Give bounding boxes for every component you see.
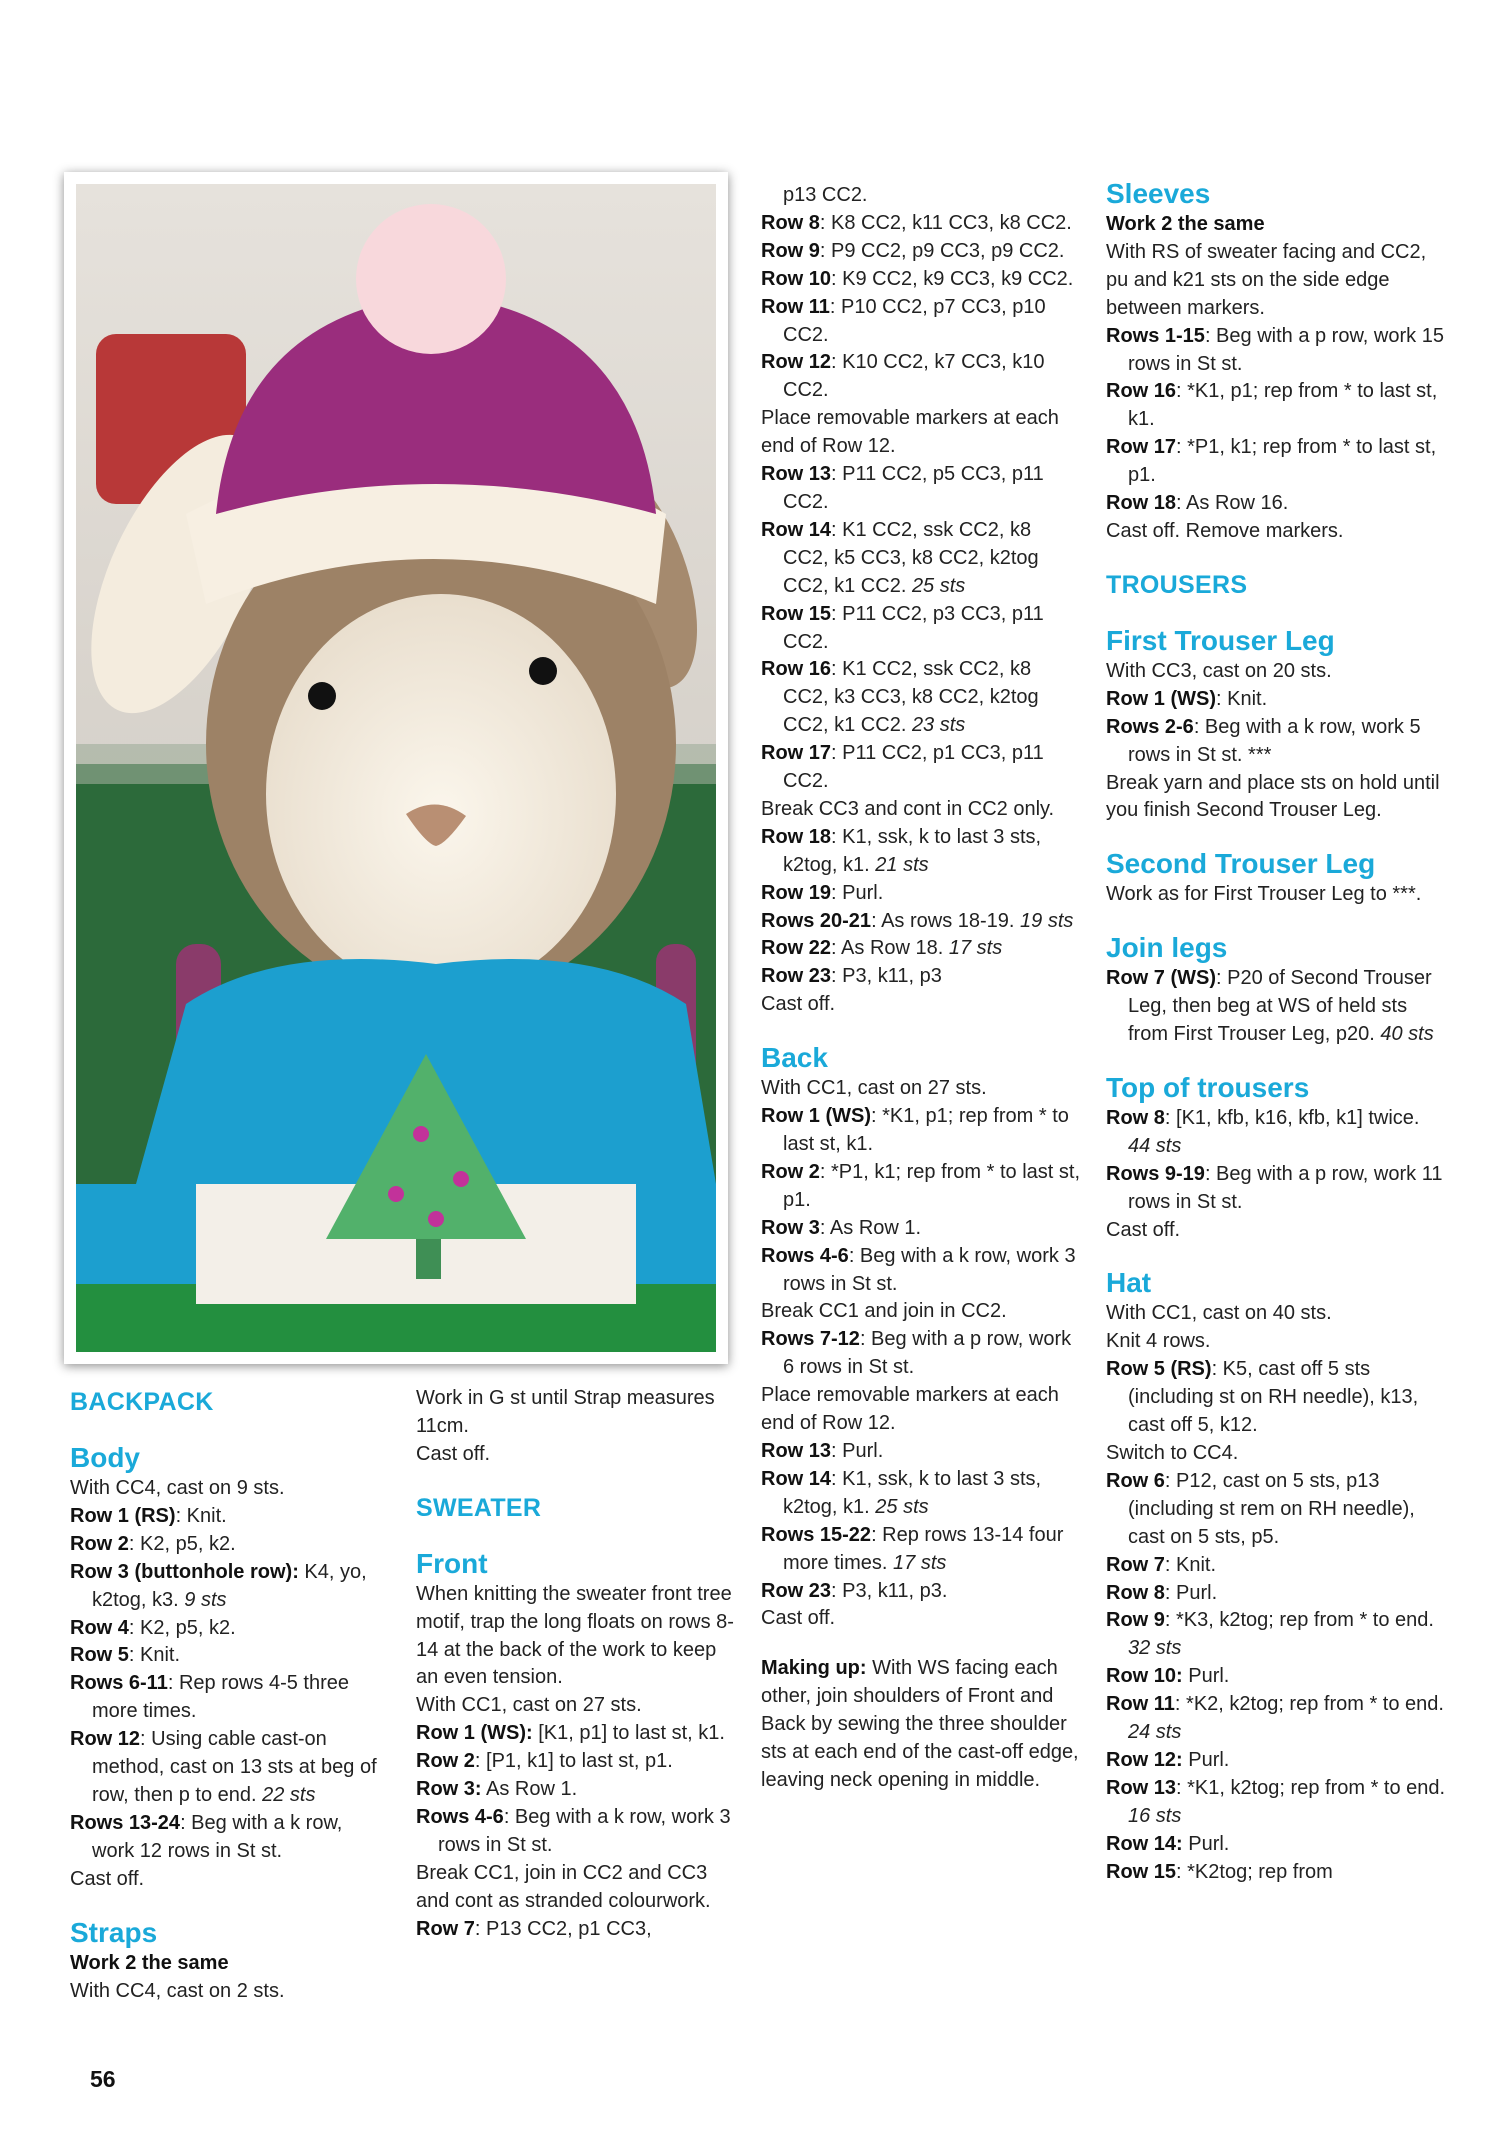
instruction-line: Knit 4 rows. [1106,1330,1211,1353]
instruction-line: Row 1 (WS): [K1, p1] to last st, k1. [416,1722,725,1745]
instruction-line: With RS of sweater facing and CC2, pu and k21 sts on the side edge between markers. [1106,240,1427,319]
instruction-line: Rows 2-6: Beg with a k row, work 5 rows in St st. *** [1106,715,1421,766]
instruction-line: Row 8: Purl. [1106,1581,1218,1604]
instruction-line: Row 15: *K2tog; rep from [1106,1860,1333,1883]
column-backpack [70,1385,390,2005]
instruction-line: Cast off. [1106,1218,1181,1241]
instruction-line: Place removable markers at each end of Row 12. [761,407,1059,458]
instruction-line: Row 14: Purl. [1106,1832,1230,1855]
subheading-body: Body [70,1442,140,1473]
instruction-line: Row 23: P3, k11, p3 [761,965,942,988]
instruction-line: Break CC1 and join in CC2. [761,1300,1007,1323]
subheading-join-legs: Join legs [1106,932,1228,964]
instruction-line: Row 9: P9 CC2, p9 CC3, p9 CC2. [761,239,1065,262]
instruction-line: When knitting the sweater front tree motif, trap the long floats on rows 8-14 at the back of the work to keep an even tension. [416,1582,734,1689]
instruction-line: Rows 20-21: As rows 18-19. 19 sts [761,909,1074,932]
instruction-line: Work 2 the same [1106,213,1265,235]
instruction-line: Work in G st until Strap measures 11cm. [416,1387,715,1437]
instruction-line: Row 22: As Row 18. 17 sts [761,937,1003,960]
instruction-line: Row 14: K1, ssk, k to last 3 sts, k2tog, k1. 25 sts [761,1467,1042,1518]
instruction-line: Row 7 (WS): P20 of Second Trouser Leg, then beg at WS of held sts from First Trouser Leg, p20. 40 sts [1106,967,1434,1046]
instruction-line: Row 5 (RS): K5, cast off 5 sts (including st on RH needle), k13, cast off 5, k12. [1106,1358,1419,1437]
instruction-line: Row 12: Purl. [1106,1748,1230,1771]
instruction-line: Row 18: K1, ssk, k to last 3 sts, k2tog, k1. 21 sts [761,825,1042,876]
instruction-line: Row 2: [P1, k1] to last st, p1. [416,1750,673,1773]
instruction-line: Rows 4-6: Beg with a k row, work 3 rows in St st. [416,1805,731,1856]
instruction-line: Cast off. [70,1867,145,1890]
instruction-line: Row 1 (WS): *K1, p1; rep from * to last st, k1. [761,1105,1069,1155]
instruction-line: Work as for First Trouser Leg to ***. [1106,883,1422,906]
instruction-line: With CC4, cast on 2 sts. [70,1979,285,2002]
photo-frame [64,172,728,1364]
instruction-line: Row 11: P10 CC2, p7 CC3, p10 CC2. [761,295,1046,346]
instruction-line: Row 12: K10 CC2, k7 CC3, k10 CC2. [761,351,1045,402]
page-number: 56 [90,2066,116,2092]
instruction-line: Cast off. [761,1607,836,1630]
subheading-straps: Straps [70,1916,158,1948]
instruction-line: Row 13: Purl. [761,1439,884,1462]
instruction-line: Row 15: P11 CC2, p3 CC3, p11 CC2. [761,602,1044,653]
instruction-line: Row 4: K2, p5, k2. [70,1616,236,1639]
instruction-line: Cast off. Remove markers. [1106,519,1344,542]
instruction-line: Rows 15-22: Rep rows 13-14 four more times. 17 sts [761,1523,1064,1574]
instruction-line: Row 3: As Row 1. [416,1778,578,1801]
instruction-line: Work 2 the same [70,1951,229,1974]
instruction-line: With CC1, cast on 27 sts. [416,1694,642,1717]
instruction-line: Rows 4-6: Beg with a k row, work 3 rows in St st. [761,1244,1076,1295]
column-sweater-front [416,1385,736,1944]
instruction-line: Row 3: As Row 1. [761,1216,922,1239]
column-sleeves-trousers-hat [1106,177,1446,1887]
instruction-line: Row 10: Purl. [1106,1665,1230,1688]
subheading-first-trouser-leg: First Trouser Leg [1106,624,1335,656]
section-heading-trousers: TROUSERS [1106,570,1248,599]
instruction-line: Switch to CC4. [1106,1442,1239,1464]
instruction-line: Place removable markers at each end of Row 12. [761,1384,1059,1435]
instruction-line: Row 8: [K1, kfb, k16, kfb, k1] twice. 44 sts [1106,1106,1420,1157]
instruction-line: Rows 9-19: Beg with a p row, work 11 rows in St st. [1106,1162,1443,1213]
subheading-hat: Hat [1106,1267,1152,1299]
instruction-line: With CC1, cast on 40 sts. [1106,1302,1332,1325]
instruction-line: Row 2: K2, p5, k2. [70,1532,236,1555]
subheading-top-of-trousers: Top of trousers [1106,1071,1310,1103]
instruction-line: Row 10: K9 CC2, k9 CC3, k9 CC2. [761,267,1074,290]
instruction-line: Row 12: Using cable cast-on method, cast on 13 sts at beg of row, then p to end. 22 sts [70,1728,377,1806]
column-sweater-back [761,182,1081,1795]
instruction-line: Row 18: As Row 16. [1106,492,1289,515]
instruction-line: Break CC1, join in CC2 and CC3 and cont as stranded colourwork. [416,1861,711,1912]
instruction-line: With CC4, cast on 9 sts. [70,1477,285,1499]
instruction-line: Row 14: K1 CC2, ssk CC2, k8 CC2, k5 CC3, k8 CC2, k2tog CC2, k1 CC2. 25 sts [761,518,1039,597]
instruction-line: Row 13: *K1, k2tog; rep from * to end. 16 sts [1106,1776,1446,1827]
instruction-line: p13 CC2. [783,184,868,206]
subheading-sleeves: Sleeves [1106,178,1211,209]
instruction-line: Row 11: *K2, k2tog; rep from * to end. 24 sts [1106,1693,1444,1744]
subheading-second-trouser-leg: Second Trouser Leg [1106,848,1376,880]
instruction-line: Row 17: P11 CC2, p1 CC3, p11 CC2. [761,742,1044,793]
instruction-line: Row 7: Knit. [1106,1553,1217,1576]
instruction-line: Row 17: *P1, k1; rep from * to last st, p1. [1106,436,1437,487]
instruction-line: Rows 13-24: Beg with a k row, work 12 rows in St st. [70,1811,343,1862]
subheading-back: Back [761,1042,828,1074]
instruction-line: Row 16: K1 CC2, ssk CC2, k8 CC2, k3 CC3, k8 CC2, k2tog CC2, k1 CC2. 23 sts [761,658,1039,737]
knitted-guinea-pig-photo [76,184,716,1352]
instruction-line: With CC1, cast on 27 sts. [761,1077,987,1100]
making-up-paragraph: Making up: With WS facing each other, join shoulders of Front and Back by sewing the three shoulder sts at each end of the cast-off edge, leaving neck opening in middle. [761,1657,1079,1791]
instruction-line: Row 1 (RS): Knit. [70,1504,227,1527]
instruction-line: Row 19: Purl. [761,881,884,904]
instruction-line: Row 3 (buttonhole row): K4, yo, k2tog, k3. 9 sts [70,1560,367,1611]
instruction-line: Row 2: *P1, k1; rep from * to last st, p1. [761,1160,1081,1211]
section-heading-backpack: BACKPACK [70,1388,214,1416]
instruction-line: With CC3, cast on 20 sts. [1106,659,1332,682]
instruction-line: Row 9: *K3, k2tog; rep from * to end. 32 sts [1106,1609,1434,1660]
instruction-line: Row 6: P12, cast on 5 sts, p13 (including st rem on RH needle), cast on 5 sts, p5. [1106,1469,1415,1548]
instruction-line: Row 5: Knit. [70,1644,181,1667]
instruction-line: Row 7: P13 CC2, p1 CC3, [416,1917,652,1940]
instruction-line: Row 16: *K1, p1; rep from * to last st, k1. [1106,380,1438,431]
section-heading-sweater: SWEATER [416,1493,542,1522]
instruction-line: Cast off. [416,1442,491,1465]
instruction-line: Rows 7-12: Beg with a p row, work 6 rows in St st. [761,1328,1072,1379]
instruction-line: Break CC3 and cont in CC2 only. [761,797,1055,820]
instruction-line: Row 1 (WS): Knit. [1106,687,1268,710]
instruction-line: Row 23: P3, k11, p3. [761,1579,948,1602]
subheading-front: Front [416,1547,488,1579]
instruction-line: Rows 1-15: Beg with a p row, work 15 rows in St st. [1106,324,1444,375]
instruction-line: Break yarn and place sts on hold until you finish Second Trouser Leg. [1106,771,1440,822]
instruction-line: Cast off. [761,993,836,1016]
instruction-line: Rows 6-11: Rep rows 4-5 three more times. [70,1672,350,1723]
instruction-line: Row 13: P11 CC2, p5 CC3, p11 CC2. [761,463,1044,513]
instruction-line: Row 8: K8 CC2, k11 CC3, k8 CC2. [761,211,1072,234]
